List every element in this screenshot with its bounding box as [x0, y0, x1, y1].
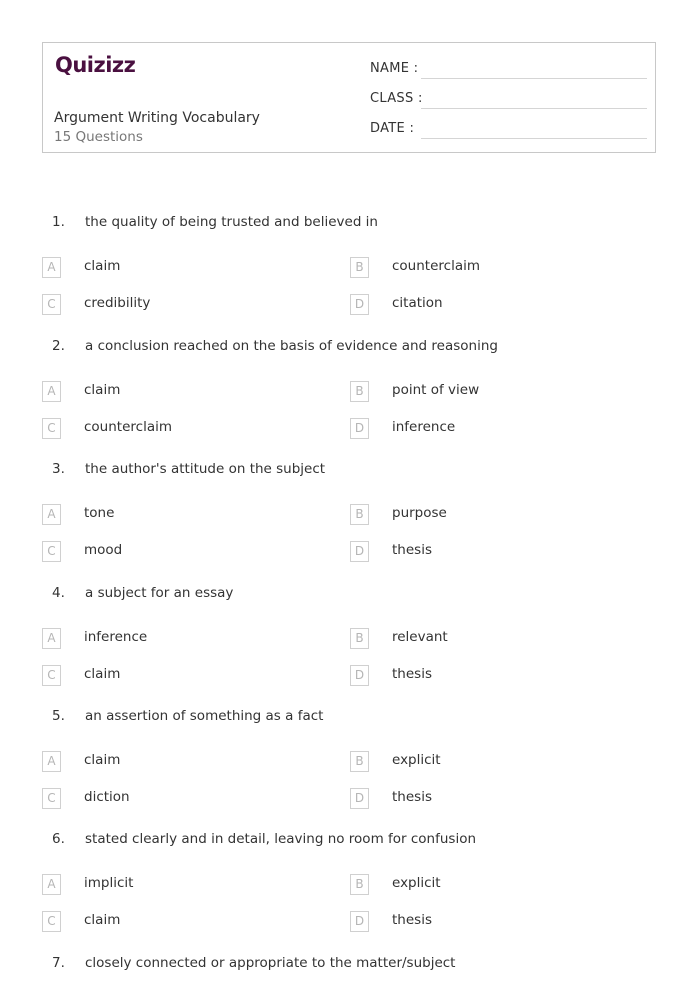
- question-count: 15 Questions: [54, 129, 143, 145]
- option-letter-box[interactable]: C: [42, 665, 61, 686]
- question-text: a subject for an essay: [85, 585, 234, 601]
- question-item: [0, 708, 700, 728]
- option-text: thesis: [392, 542, 432, 558]
- date-line[interactable]: [421, 138, 647, 139]
- option-letter-box[interactable]: A: [42, 751, 61, 772]
- option-text: inference: [392, 419, 456, 435]
- option-text: counterclaim: [392, 258, 480, 274]
- name-label: NAME :: [370, 61, 419, 76]
- option-letter-box[interactable]: C: [42, 294, 61, 315]
- question-number: 4.: [52, 585, 65, 601]
- question-item: [0, 338, 700, 358]
- option-letter-box[interactable]: D: [350, 911, 369, 932]
- option-text: citation: [392, 295, 443, 311]
- option-text: thesis: [392, 789, 432, 805]
- option-text: tone: [84, 505, 115, 521]
- question-text: the author's attitude on the subject: [85, 461, 326, 477]
- option-letter-box[interactable]: D: [350, 788, 369, 809]
- question-item: [0, 955, 700, 975]
- option-letter-box[interactable]: C: [42, 418, 61, 439]
- option-letter-box[interactable]: D: [350, 665, 369, 686]
- option-letter-box[interactable]: A: [42, 628, 61, 649]
- question-number: 7.: [52, 955, 65, 971]
- option-letter-box[interactable]: C: [42, 541, 61, 562]
- question-text: an assertion of something as a fact: [85, 708, 324, 724]
- option-letter-box[interactable]: B: [350, 751, 369, 772]
- option-text: explicit: [392, 875, 441, 891]
- option-text: claim: [84, 666, 121, 682]
- option-text: mood: [84, 542, 123, 558]
- option-text: relevant: [392, 629, 448, 645]
- option-letter-box[interactable]: B: [350, 628, 369, 649]
- option-letter-box[interactable]: C: [42, 911, 61, 932]
- option-text: claim: [84, 912, 121, 928]
- question-text: a conclusion reached on the basis of evidence and reasoning: [85, 338, 498, 354]
- option-text: counterclaim: [84, 419, 172, 435]
- quizizz-logo: Quizizz: [55, 53, 136, 77]
- date-label: DATE :: [370, 121, 415, 136]
- question-number: 2.: [52, 338, 65, 354]
- class-label: CLASS :: [370, 91, 423, 106]
- option-letter-box[interactable]: B: [350, 874, 369, 895]
- worksheet-header: [42, 42, 656, 153]
- option-letter-box[interactable]: D: [350, 541, 369, 562]
- question-text: closely connected or appropriate to the matter/subject: [85, 955, 456, 971]
- question-number: 6.: [52, 831, 65, 847]
- option-text: claim: [84, 382, 121, 398]
- question-text: stated clearly and in detail, leaving no room for confusion: [85, 831, 477, 847]
- option-letter-box[interactable]: A: [42, 381, 61, 402]
- question-item: [0, 214, 700, 234]
- option-letter-box[interactable]: B: [350, 381, 369, 402]
- question-text: the quality of being trusted and believed in: [85, 214, 378, 230]
- class-line[interactable]: [421, 108, 647, 109]
- option-text: claim: [84, 258, 121, 274]
- option-letter-box[interactable]: D: [350, 294, 369, 315]
- option-letter-box[interactable]: C: [42, 788, 61, 809]
- question-item: [0, 585, 700, 605]
- option-text: purpose: [392, 505, 447, 521]
- option-letter-box[interactable]: D: [350, 418, 369, 439]
- option-text: credibility: [84, 295, 151, 311]
- question-item: [0, 461, 700, 481]
- option-text: claim: [84, 752, 121, 768]
- option-text: explicit: [392, 752, 441, 768]
- option-letter-box[interactable]: A: [42, 874, 61, 895]
- option-letter-box[interactable]: A: [42, 257, 61, 278]
- question-item: [0, 831, 700, 851]
- name-field[interactable]: [370, 57, 647, 79]
- question-number: 3.: [52, 461, 65, 477]
- option-letter-box[interactable]: B: [350, 257, 369, 278]
- option-text: point of view: [392, 382, 480, 398]
- option-text: thesis: [392, 912, 432, 928]
- question-number: 5.: [52, 708, 65, 724]
- option-text: inference: [84, 629, 148, 645]
- option-letter-box[interactable]: B: [350, 504, 369, 525]
- class-field[interactable]: [370, 87, 647, 109]
- name-line[interactable]: [421, 78, 647, 79]
- worksheet-title: Argument Writing Vocabulary: [54, 110, 260, 126]
- option-letter-box[interactable]: A: [42, 504, 61, 525]
- option-text: thesis: [392, 666, 432, 682]
- option-text: diction: [84, 789, 130, 805]
- date-field[interactable]: [370, 117, 647, 139]
- option-text: implicit: [84, 875, 134, 891]
- question-number: 1.: [52, 214, 65, 230]
